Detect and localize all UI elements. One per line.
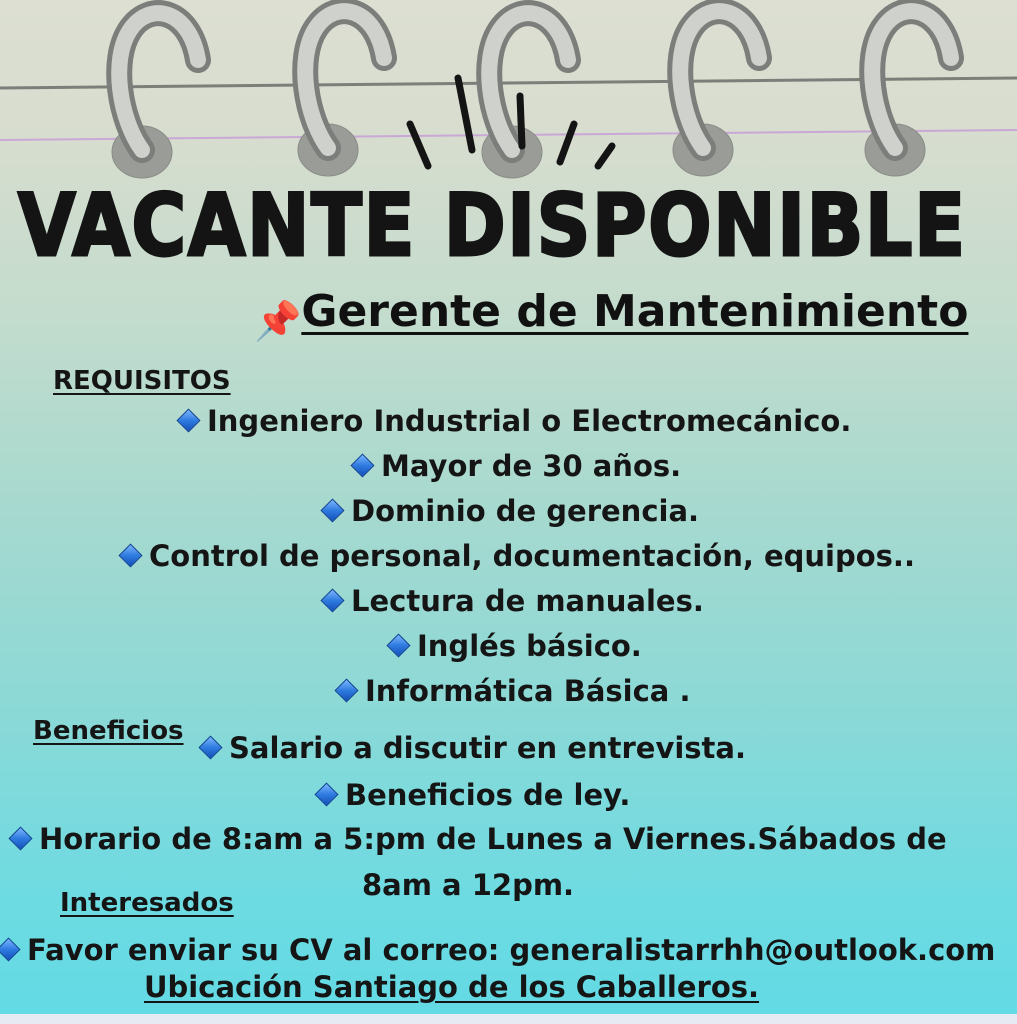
requirement-item: Control de personal, documentación, equipos..: [116, 538, 915, 574]
small-blue-diamond-icon: [350, 453, 374, 477]
small-blue-diamond-icon: [118, 543, 142, 567]
job-title-row: [254, 286, 968, 344]
interesados-heading: Interesados: [60, 888, 234, 918]
requirement-item: Inglés básico.: [384, 628, 642, 664]
requirement-item: Dominio de gerencia.: [318, 493, 699, 529]
notebook-rings-decoration: [0, 0, 1017, 190]
small-blue-diamond-icon: [386, 633, 410, 657]
requirement-item: Lectura de manuales.: [318, 583, 704, 619]
benefit-item: Beneficios de ley.: [312, 777, 630, 813]
small-blue-diamond-icon: [320, 588, 344, 612]
pushpin-icon: 📌: [254, 299, 302, 343]
small-blue-diamond-icon: [334, 678, 358, 702]
small-blue-diamond-icon: [320, 498, 344, 522]
job-title: Gerente de Mantenimiento: [301, 286, 969, 337]
poster-title: VACANTE DISPONIBLE: [18, 176, 967, 276]
small-blue-diamond-icon: [0, 937, 21, 961]
beneficios-heading: Beneficios: [33, 716, 184, 746]
small-blue-diamond-icon: [8, 826, 32, 850]
small-blue-diamond-icon: [198, 735, 222, 759]
requirement-item: Mayor de 30 años.: [348, 448, 681, 484]
requisitos-heading: REQUISITOS: [53, 366, 231, 396]
small-blue-diamond-icon: [176, 408, 200, 432]
benefit-item: Salario a discutir en entrevista.: [196, 730, 746, 766]
requirement-item: Ingeniero Industrial o Electromecánico.: [174, 403, 851, 439]
bottom-strip: [0, 1014, 1017, 1024]
requirement-item: Informática Básica .: [332, 673, 690, 709]
small-blue-diamond-icon: [314, 782, 338, 806]
location-line: Ubicación Santiago de los Caballeros.: [144, 970, 760, 1004]
benefit-item: Horario de 8:am a 5:pm de Lunes a Viernes.Sábados de: [6, 821, 947, 857]
ring-1: [119, 13, 198, 150]
contact-line: Favor enviar su CV al correo: generalistarrhh@outlook.com: [0, 932, 995, 968]
benefit-item-continuation: 8am a 12pm.: [362, 868, 575, 902]
ring-2: [305, 11, 384, 148]
